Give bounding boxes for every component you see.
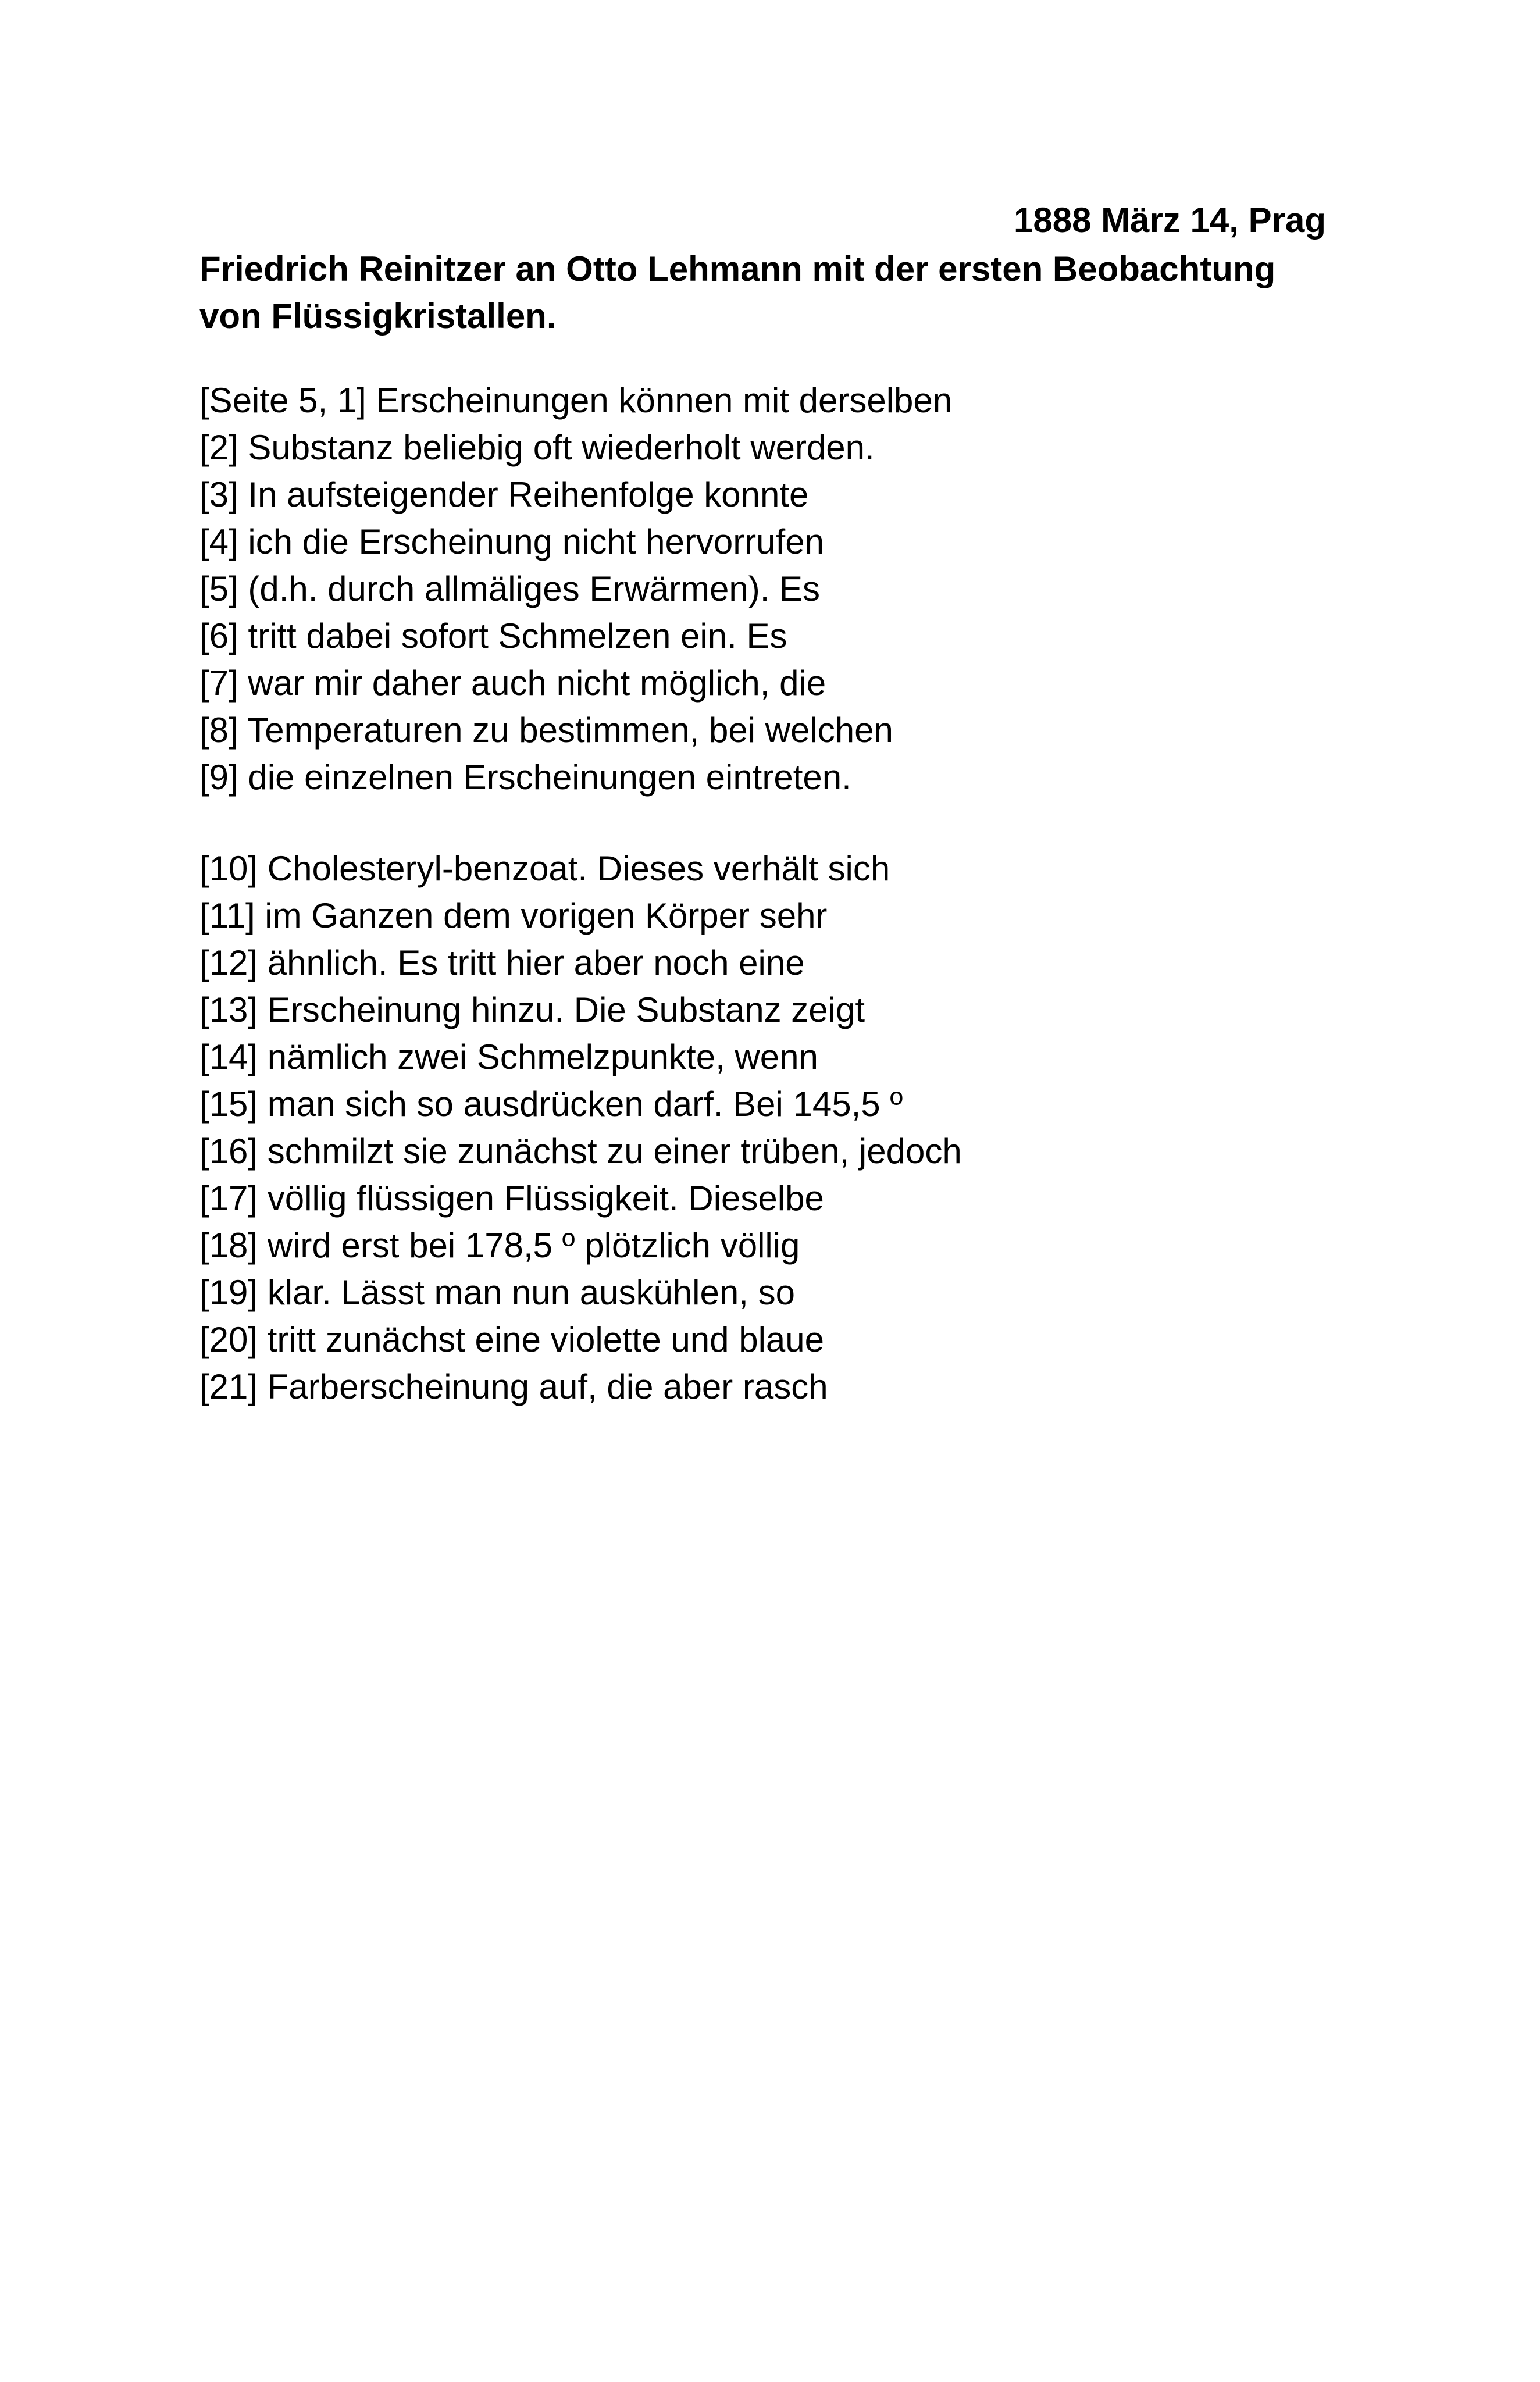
transcription-line: [21] Farberscheinung auf, die aber rasch [199,1367,828,1406]
transcription-line: [9] die einzelnen Erscheinungen eintreten. [199,758,851,797]
transcription-line: [20] tritt zunächst eine violette und blaue [199,1320,825,1359]
transcription-line: [15] man sich so ausdrücken darf. Bei 145,5 º [199,1085,903,1124]
transcription-line: [5] (d.h. durch allmäliges Erwärmen). Es [199,569,821,608]
transcription-line: [16] schmilzt sie zunächst zu einer trüben, jedoch [199,1132,962,1171]
transcription-line: [13] Erscheinung hinzu. Die Substanz zeigt [199,990,865,1029]
transcription-line: [6] tritt dabei sofort Schmelzen ein. Es [199,616,787,655]
transcription-line: [Seite 5, 1] Erscheinungen können mit derselben [199,381,953,420]
transcription-line: [4] ich die Erscheinung nicht hervorrufen [199,522,824,561]
transcription-line: [19] klar. Lässt man nun auskühlen, so [199,1273,795,1312]
transcription-line: [3] In aufsteigender Reihenfolge konnte [199,475,809,514]
transcription-line: [7] war mir daher auch nicht möglich, die [199,664,826,703]
transcription-line: [10] Cholesteryl-benzoat. Dieses verhält sich [199,849,890,888]
transcription-line: [14] nämlich zwei Schmelzpunkte, wenn [199,1037,818,1076]
transcription-paragraph-1 [199,377,952,801]
letter-heading: Friedrich Reinitzer an Otto Lehmann mit der ersten Beobachtung von Flüssigkristallen. [199,249,1276,336]
transcription-line: [17] völlig flüssigen Flüssigkeit. Dieselbe [199,1179,824,1218]
transcription-line: [8] Temperaturen zu bestimmen, bei welchen [199,711,893,750]
transcription-paragraph-2 [199,845,962,1410]
transcription-line: [18] wird erst bei 178,5 º plötzlich völlig [199,1226,800,1265]
transcription-line: [12] ähnlich. Es tritt hier aber noch eine [199,943,805,982]
transcription-line: [2] Substanz beliebig oft wiederholt werden. [199,428,875,467]
dateline: 1888 März 14, Prag [1014,201,1326,240]
transcription-line: [11] im Ganzen dem vorigen Körper sehr [199,896,828,935]
